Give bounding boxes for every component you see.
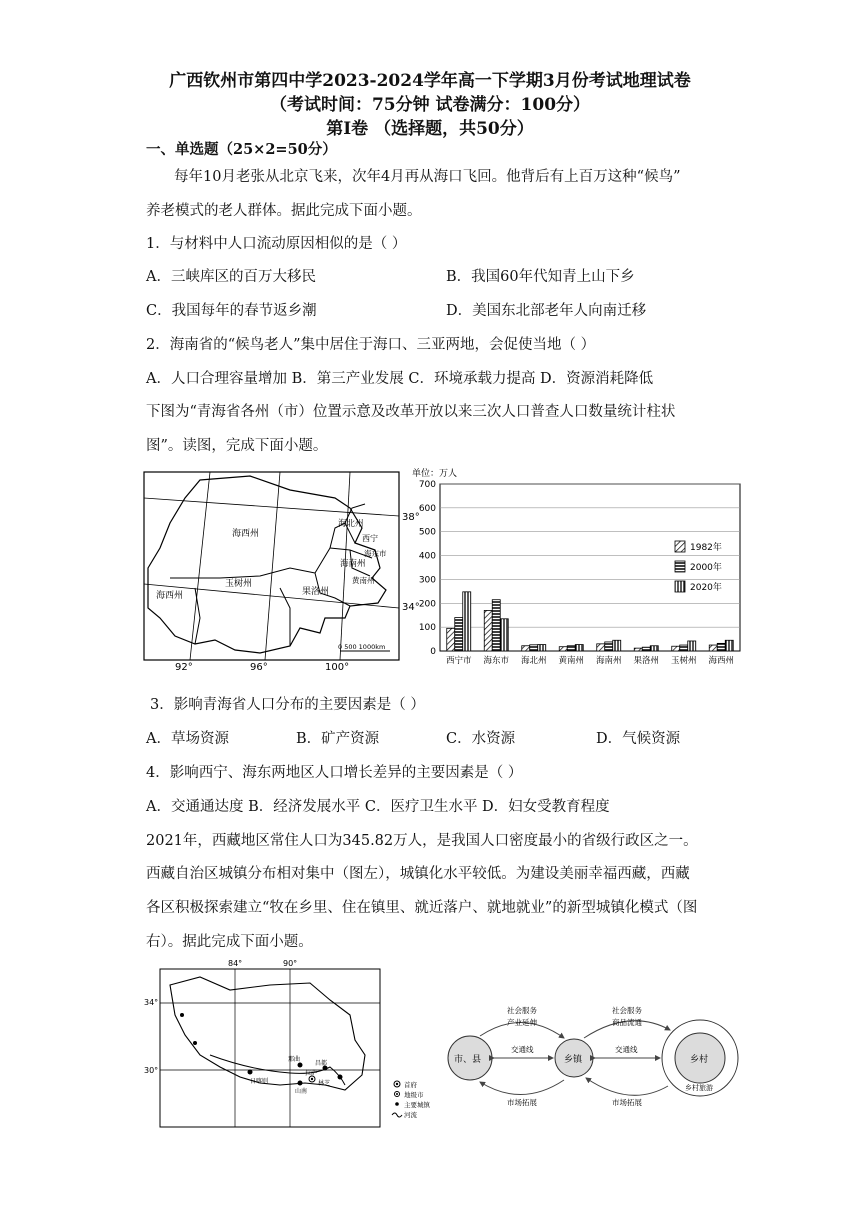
- chart-legend-swatch: [675, 561, 685, 572]
- diagram-ring-label: 乡村旅游: [685, 1084, 713, 1092]
- chart-bar: [688, 641, 696, 651]
- chart-bar: [680, 645, 688, 651]
- chart-bar: [597, 644, 605, 651]
- chart-ytick-label: 300: [418, 575, 436, 586]
- map1-label-huangnan: 黄南州: [352, 576, 375, 585]
- q2-stem: 2．海南省的“候鸟老人”集中居住于海口、三亚两地，会促使当地（ ）: [146, 337, 596, 353]
- section-heading: 一、单选题（25×2=50分）: [146, 141, 337, 158]
- map2-lon-90: 90°: [283, 959, 298, 968]
- map1-label-hainan: 海南州: [340, 559, 366, 569]
- q3-option-d[interactable]: D．气候资源: [596, 731, 681, 747]
- map2-city-rikaze: 日喀则: [250, 1078, 269, 1085]
- chart-bar: [672, 646, 680, 651]
- map2-lat-34: 34°: [144, 998, 159, 1007]
- map2-legend-prefecture: 地级市: [404, 1091, 424, 1099]
- chart-bar: [484, 610, 492, 651]
- passage3-line4: 右）。据此完成下面小题。: [146, 934, 313, 950]
- q1-option-b[interactable]: B．我国60年代知青上山下乡: [446, 269, 635, 285]
- chart-bar: [455, 618, 463, 651]
- chart-legend-swatch: [675, 541, 685, 552]
- chart-xtick-label: 黄南州: [558, 656, 585, 666]
- passage3-line2: 西藏自治区城镇分布相对集中（图左），城镇化水平较低。为建设美丽幸福西藏，西藏: [146, 866, 690, 882]
- population-bar-chart: [410, 466, 750, 671]
- chart-xtick-label: 海北州: [520, 656, 547, 666]
- map1-label-haixi: 海西州: [232, 529, 260, 539]
- diagram-bottom-right: 市场拓展: [612, 1098, 642, 1107]
- map1-label-haibei: 海北州: [338, 519, 364, 529]
- chart-bar: [575, 645, 583, 651]
- chart-bar: [613, 640, 621, 651]
- part-title: 第I卷 （选择题，共50分）: [326, 119, 534, 139]
- q4-stem: 4．影响西宁、海东两地区人口增长差异的主要因素是（ ）: [146, 765, 523, 781]
- diagram-node-city: 市、县: [454, 1055, 482, 1065]
- map2-city-lasa: 拉萨: [305, 1070, 318, 1077]
- chart-ytick-label: 600: [418, 503, 436, 514]
- chart-bar: [530, 645, 538, 651]
- q2-options[interactable]: A．人口合理容量增加 B．第三产业发展 C．环境承载力提高 D．资源消耗降低: [146, 371, 654, 387]
- chart-bar: [447, 628, 455, 651]
- chart-bar: [567, 646, 575, 651]
- exam-subtitle: （考试时间：75分钟 试卷满分：100分）: [269, 95, 591, 115]
- passage2-line2: 图”。读图，完成下面小题。: [146, 438, 328, 454]
- passage2-line1: 下图为“青海省各州（市）位置示意及改革开放以来三次人口普查人口数量统计柱状: [146, 404, 676, 420]
- chart-bar: [522, 646, 530, 651]
- q3-stem: 3．影响青海省人口分布的主要因素是（ ）: [150, 697, 425, 713]
- q3-option-c[interactable]: C．水资源: [446, 731, 516, 747]
- map1-scale: 0 500 1000km: [338, 643, 386, 651]
- map1-lon-96: 96°: [250, 662, 268, 673]
- map1-label-guoluo: 果洛州: [302, 587, 330, 597]
- chart-xtick-label: 海东市: [483, 656, 510, 666]
- chart-bar: [642, 647, 650, 651]
- q3-option-a[interactable]: A．草场资源: [146, 731, 229, 747]
- chart-bar: [709, 645, 717, 651]
- chart-xtick-label: 海南州: [595, 656, 622, 666]
- map1-lon-100: 100°: [325, 662, 350, 673]
- chart-bar: [725, 640, 733, 651]
- diagram-top-left-2: 产业延伸: [507, 1018, 537, 1027]
- diagram-top-left-1: 社会服务: [507, 1006, 537, 1015]
- chart-ytick-label: 0: [430, 647, 436, 657]
- q1-option-c[interactable]: C．我国每年的春节返乡潮: [146, 303, 317, 319]
- chart-unit-label: 单位：万人: [412, 469, 458, 479]
- chart-bar: [492, 600, 500, 651]
- chart-xtick-label: 海西州: [708, 656, 735, 666]
- chart-xtick-label: 玉树州: [670, 656, 697, 666]
- chart-ytick-label: 700: [418, 480, 436, 490]
- chart-ytick-label: 200: [418, 599, 436, 610]
- diagram-top-right-2: 商品流通: [612, 1018, 642, 1027]
- diagram-mid-right: 交通线: [615, 1045, 638, 1054]
- qinghai-map: [140, 468, 425, 673]
- q3-option-b[interactable]: B．矿产资源: [296, 731, 380, 747]
- q1-option-d[interactable]: D．美国东北部老年人向南迁移: [446, 303, 647, 319]
- map2-city-linzhi: 林芝: [318, 1080, 331, 1087]
- exam-title: 广西钦州市第四中学2023-2024学年高一下学期3月份考试地理试卷: [169, 71, 691, 91]
- chart-legend-swatch: [675, 581, 685, 592]
- q1-option-a[interactable]: A．三峡库区的百万大移民: [146, 269, 316, 285]
- passage3-line1: 2021年，西藏地区常住人口为345.82万人，是我国人口密度最小的省级行政区之一。: [146, 833, 698, 849]
- chart-bar: [650, 646, 658, 651]
- map2-legend-town: 主要城镇: [404, 1101, 430, 1109]
- chart-xtick-label: 果洛州: [633, 656, 660, 666]
- map1-label-haidong: 海东市: [364, 549, 387, 558]
- chart-legend-label: 1982年: [690, 543, 722, 553]
- map1-lat-38: 38°: [402, 512, 420, 523]
- diagram-top-right-1: 社会服务: [612, 1006, 642, 1015]
- passage3-line3: 各区积极探索建立“牧在乡里、住在镇里、就近落户、就地就业”的新型城镇化模式（图: [146, 900, 698, 916]
- urbanization-diagram: [440, 1000, 750, 1115]
- map2-lat-30: 30°: [144, 1066, 159, 1075]
- map2-city-naqu: 那曲: [288, 1056, 301, 1063]
- chart-bar: [500, 619, 508, 651]
- map1-label-yushu: 玉树州: [225, 579, 253, 589]
- chart-bar: [559, 647, 567, 651]
- map1-lat-34: 34°: [402, 602, 420, 613]
- map2-city-changdu: 昌都: [315, 1060, 328, 1067]
- map2-legend-river: 河流: [404, 1111, 417, 1119]
- chart-bar: [634, 648, 642, 651]
- map1-label-xining: 西宁: [362, 534, 378, 543]
- chart-ytick-label: 100: [418, 623, 436, 634]
- chart-bar: [605, 642, 613, 651]
- passage1-line2: 养老模式的老人群体。据此完成下面小题。: [146, 203, 422, 219]
- diagram-node-town: 乡镇: [564, 1055, 583, 1065]
- map2-lon-84: 84°: [228, 959, 243, 968]
- chart-legend-label: 2020年: [690, 583, 722, 593]
- chart-xtick-label: 西宁市: [445, 656, 472, 666]
- chart-legend-label: 2000年: [690, 563, 722, 573]
- diagram-bottom-left: 市场拓展: [507, 1098, 537, 1107]
- map1-label-haixi-2: 海西州: [156, 591, 184, 601]
- diagram-mid-left: 交通线: [511, 1045, 534, 1054]
- q1-stem: 1．与材料中人口流动原因相似的是（ ）: [146, 236, 407, 252]
- chart-bar: [463, 592, 471, 651]
- q4-options[interactable]: A．交通通达度 B．经济发展水平 C．医疗卫生水平 D．妇女受教育程度: [146, 799, 610, 815]
- passage1-line1: 每年10月老张从北京飞来，次年4月再从海口飞回。他背后有上百万这种“候鸟”: [174, 169, 681, 185]
- map1-lon-92: 92°: [175, 662, 193, 673]
- chart-bar: [717, 643, 725, 651]
- chart-bar: [538, 645, 546, 651]
- diagram-node-village: 乡村: [690, 1055, 709, 1065]
- chart-ytick-label: 400: [418, 551, 436, 562]
- chart-ytick-label: 500: [418, 527, 436, 538]
- map2-city-shannan: 山南: [295, 1088, 308, 1095]
- tibet-map: [140, 955, 430, 1135]
- map2-legend-capital: 首府: [404, 1081, 417, 1089]
